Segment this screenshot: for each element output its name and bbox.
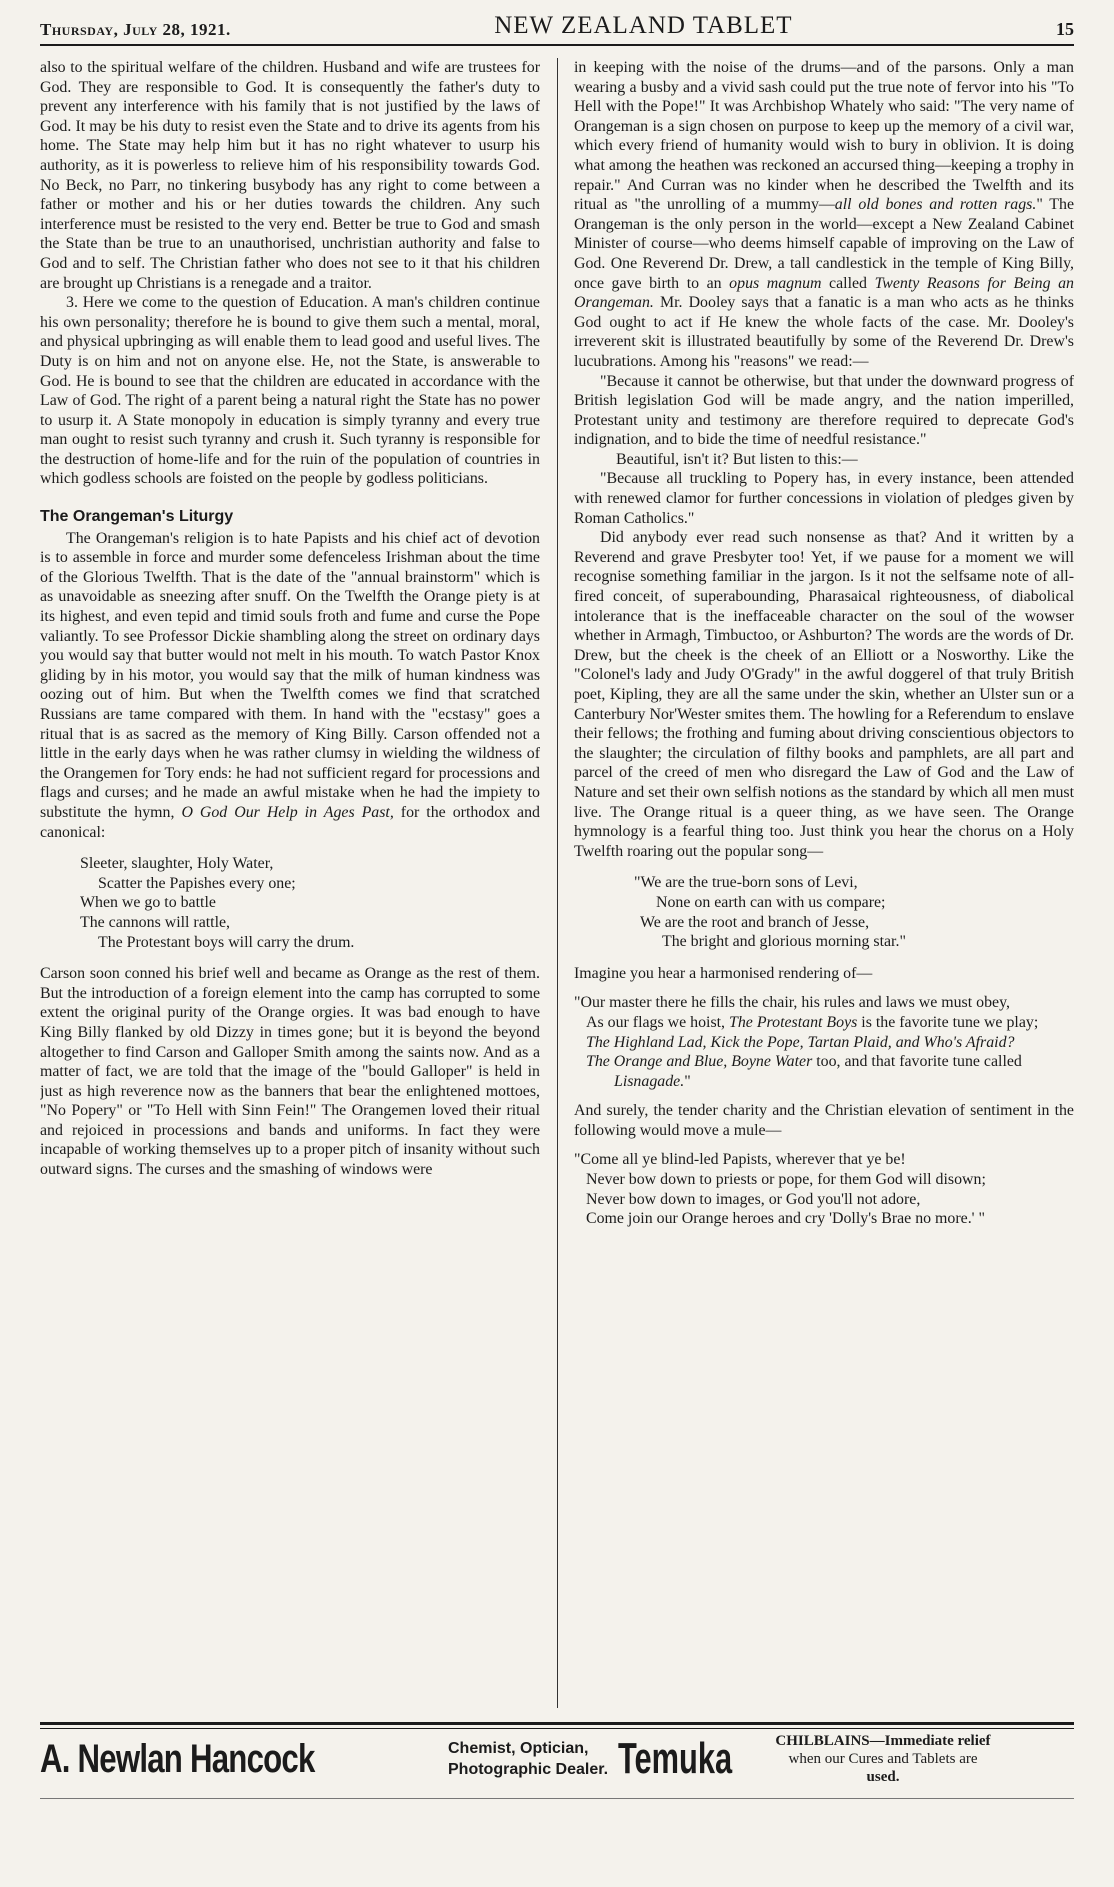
verse-line: The bright and glorious morning star." <box>662 933 906 951</box>
verse-line: The Protestant boys will carry the drum. <box>98 933 355 951</box>
verse-line: As our flags we hoist, The Protestant Boys is the favorite tune we play; <box>586 1013 1039 1031</box>
verse-block <box>574 873 1074 951</box>
footer-rule <box>40 1798 1074 1799</box>
verse-line: None on earth can with us compare; <box>656 893 886 911</box>
paragraph: Did anybody ever read such nonsense as that? And it written by a Reverend and grave Presbyter too! Yet, if we pause for a moment we will recognise something familiar in the jargon. Is it not the selfsame note of all-fired conceit, of superabounding, Pharasaical righteousness, of diabolical intolerance that is the ineffaceable character on the soul of the wowser whether in Armagh, Timbuctoo, or Ashburton? The words are the words of Dr. Drew, but the cheek is the cheek of an Elliott or a Nosworthy. Like the "Colonel's lady and Judy O'Grady" in the awful doggerel of that truly British poet, Kipling, they are all the same under the skin, whether an Ulster sun or a Canterbury Nor'Wester smites them. The howling for a Referendum to enslave their fellows; the frothing and fuming about driving conscientious objectors to the slaughter; the circulation of filthy books and pamphlets, are all part and parcel of the creed of men who disregard the Law of God and the Law of Nature and set their own selfish notions as the standard by which all men must live. The Orange ritual is a queer thing, as we have seen. The Orange hymnology is a fearful thing too. Just think you hear the chorus on a Holy Twelfth roaring out the popular song— <box>574 529 1074 860</box>
paragraph: 3. Here we come to the question of Education. A man's children continue his own personality; therefore he is bound to give them such a mental, moral, and physical upbringing as will enable them to lead good and useful lives. The Duty is on him and not on anyone else. He, not the State, is answerable to God. He is bound to see that the children are educated in accordance with the Law of God. The right of a parent being a natural right the State has no power to usurp it. A State monopoly in education is simply tyranny and every true man ought to resist such tyranny and crush it. Such tyranny is responsible for the destruction of home-life and for the ruin of the population of countries in which godless schools are foisted on the people by godless politicians. <box>40 294 540 488</box>
paragraph: And surely, the tender charity and the Christian elevation of sentiment in the following would move a mule— <box>574 1102 1074 1139</box>
advert-promo: CHILBLAINS—Immediate relief when our Cures and Tablets are used. <box>775 1733 991 1785</box>
advertiser-name: A. Newlan Hancock <box>40 1736 315 1781</box>
verse-line: Scatter the Papishes every one; <box>98 874 296 892</box>
page-number: 15 <box>1055 19 1074 39</box>
newspaper-title: NEW ZEALAND TABLET <box>494 12 793 39</box>
column-divider <box>557 58 558 1708</box>
right-column <box>574 58 1074 1708</box>
verse-line: We are the root and branch of Jesse, <box>640 913 870 931</box>
left-column <box>40 58 540 1708</box>
book-title: Twenty Reasons for Being an Orangeman. <box>574 274 1074 312</box>
verse-line: "Our master there he fills the chair, his rules and laws we must obey, <box>574 994 1010 1012</box>
section-heading: The Orangeman's Liturgy <box>40 508 234 526</box>
quote-paragraph: "Because all truckling to Popery has, in every instance, been attended with renewed clamor for further concessions in violation of pledges given by Roman Catholics." <box>574 470 1074 527</box>
paragraph: Beautiful, isn't it? But listen to this:— <box>616 450 858 468</box>
verse-line: When we go to battle <box>80 894 216 912</box>
verse-line: The Orange and Blue, Boyne Water too, and that favorite tune called Lisnagade." <box>586 1053 1022 1090</box>
paragraph: Imagine you hear a harmonised rendering of— <box>574 964 873 982</box>
verse-line: Never bow down to priests or pope, for them God will disown; <box>586 1171 986 1189</box>
paragraph: The Orangeman's religion is to hate Papists and his chief act of devotion is to assemble in force and murder some defenceless Irishman about the time of the Glorious Twelfth. That is the date of the "annual brainstorm" which is as unavoidable as sneezing after snuff. On the Twelfth the Orange piety is at its highest, and even tepid and timid souls froth and fume and curse the Pope valiantly. To see Professor Dickie shambling along the street on ordinary days you would say that butter would not melt in his mouth. To watch Pastor Knox gliding by in his motor, you would say that the milk of human kindness was oozing out of him. But when the Twelfth comes we find that scratched Russians are tame compared with them. In hand with the "ecstasy" goes a ritual that is as sacred as the memory of King Billy. Carson offended not a little in the early days when he was rather clumsy in wielding the wildness of the Orangemen for Tory ends: he had not sufficient regard for processions and flags and curses; and he made an awful mistake when he had the impiety to substitute the hymn, O God Our Help in Ages Past, for the orthodox and canonical: <box>40 529 540 841</box>
quote-paragraph: "Because it cannot be otherwise, but that under the downward progress of British legislation God will be made angry, and the nation imperilled, Protestant unity and testimony are therefore required to deprecate God's indignation, and to bide the time of needful resistance." <box>574 372 1074 449</box>
verse-line: "We are the true-born sons of Levi, <box>634 874 858 892</box>
advertiser-services: Chemist, Optician, Photographic Dealer. <box>448 1740 609 1778</box>
advertiser-town: Temuka <box>618 1734 733 1783</box>
verse-line: The Highland Lad, Kick the Pope, Tartan Plaid, and Who's Afraid? <box>586 1033 1015 1051</box>
paragraph: Carson soon conned his brief well and became as Orange as the rest of them. But the introduction of a foreign element into the camp has corrupted to some extent the original purity of the Orange orgies. It was bad enough to have King Billy flanked by old Dizzy in times gone; but it is beyond the beyond altogether to find Carson and Galloper Smith among the saints now. And as a matter of fact, we are told that the image of the "bould Galloper" is held in just as high reverence now as the banners that bear the enlightened mottoes, "No Popery" or "To Hell with Sinn Fein!" The Orangemen loved their ritual and rejoiced in processions and bands and uniforms. In fact they were incapable of working themselves up to a proper pitch of insanity without such outward signs. The curses and the smashing of windows were <box>40 965 540 1179</box>
issue-date: Thursday, July 28, 1921. <box>40 20 231 39</box>
hymn-title: O God Our Help in Ages Past, <box>181 803 394 821</box>
advertisement <box>40 1722 1074 1793</box>
verse-line: Sleeter, slaughter, Holy Water, <box>80 855 274 873</box>
paragraph: also to the spiritual welfare of the children. Husband and wife are trustees for God. They are responsible to God. It is consequently the father's duty to prevent any interference with his family that is not justified by the laws of God. It may be his duty to resist even the State and to drive its agents from his home. The State may help him but it has no right whatever to usurp his authority, as it is powerless to relieve him of his responsibility towards God. No Beck, no Parr, no tinkering busybody has any right to come between a father or mother and his or her duties towards the children. Any such interference must be resisted to the very end. Better be true to God and smash the State than be true to an unauthorised, unchristian authority and false to God and to self. The Christian father who does not see to it that his children are brought up Christians is a renegade and a traitor. <box>40 59 540 292</box>
article-columns <box>40 58 1074 1708</box>
verse-block <box>40 854 540 952</box>
paragraph: in keeping with the noise of the drums—and of the parsons. Only a man wearing a busby and a vivid sash could put the true note of fervor into his "To Hell with the Pope!" It was Archbishop Whately who said: "The very name of Orangeman is a sign chosen on purpose to keep up the memory of a civil war, which every friend of humanity would wish to bury in oblivion. It is doing what among the heathen was reckoned an accursed thing—keeping a trophy in repair." And Curran was no kinder when he described the Twelfth and its ritual as "the unrolling of a mummy—all old bones and rotten rags." The Orangeman is the only person in the world—except a New Zealand Cabinet Minister of course—who deems himself capable of improving on the Law of God. One Reverend Dr. Drew, a tall candlestick in the temple of King Billy, once gave birth to an opus magnum called Twenty Reasons for Being an Orangeman. Mr. Dooley says that a fanatic is a man who acts as he thinks God ought to act if He knew the whole facts of the case. Mr. Dooley's irreverent skit is illustrated beautifully by some of the Reverend Dr. Drew's lucubrations. Among his "reasons" we read:— <box>574 59 1074 370</box>
masthead <box>40 10 1074 46</box>
verse-line: "Come all ye blind-led Papists, wherever that ye be! <box>574 1151 906 1169</box>
verse-line: The cannons will rattle, <box>80 913 231 931</box>
verse-line: Come join our Orange heroes and cry 'Dolly's Brae no more.' " <box>586 1210 985 1228</box>
verse-line: Never bow down to images, or God you'll not adore, <box>586 1190 921 1208</box>
